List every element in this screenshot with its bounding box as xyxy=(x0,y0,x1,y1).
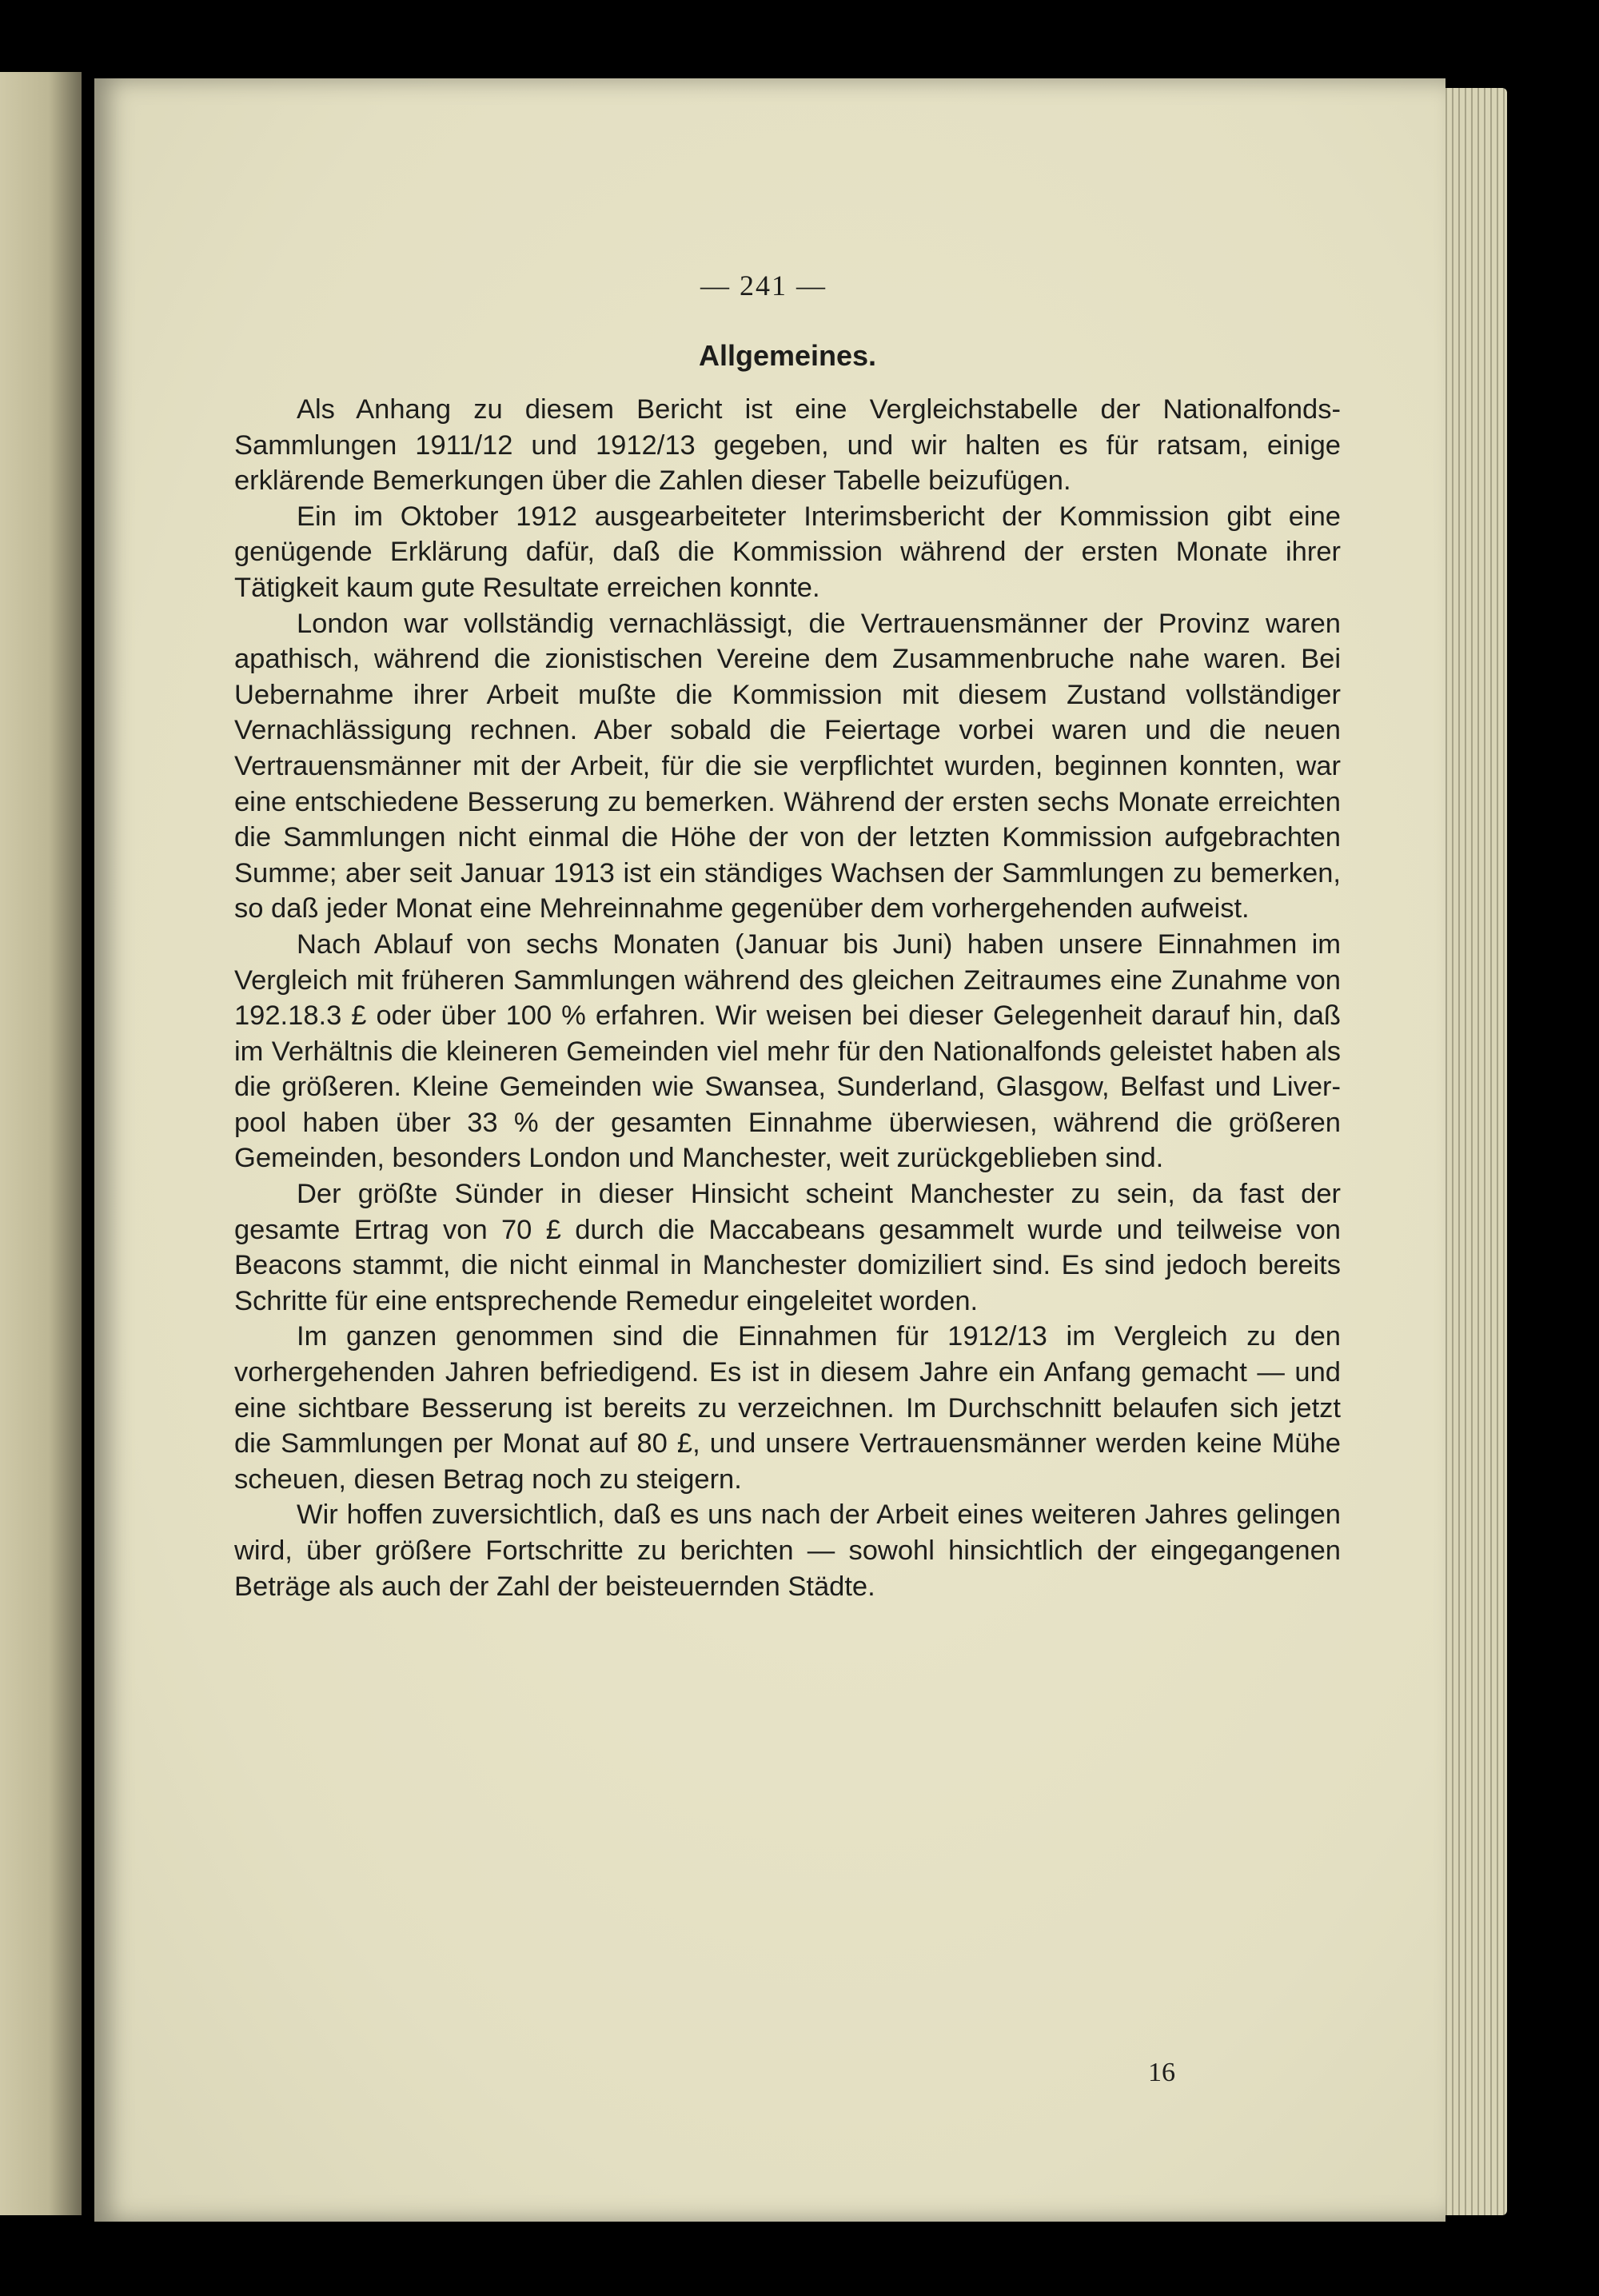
facing-page-edge xyxy=(0,72,82,2215)
paragraph-6: Im ganzen genommen sind die Einnahmen für 1912/13 im Vergleich zu den vorhergehenden Jahren befriedigend. Es ist in diesem Jahre ein Anfang gemacht — und eine sichtbare Besserung ist bereits zu verzeichnen. Im Durchschnitt belaufen sich jetzt die Sammlungen per Monat auf 80 £, und unsere Vertrauensmänner werden keine Mühe scheuen, diesen Betrag noch zu steigern. xyxy=(234,1321,1341,1495)
section-heading: Allgemeines. xyxy=(698,339,877,372)
book-page xyxy=(94,78,1445,2222)
paragraph-7: Wir hoffen zuversichtlich, daß es uns nach der Arbeit eines weiteren Jahres gelingen wird, über größere Fortschritte zu berichten — sowohl hinsichtlich der eingegangenen Beträge als auch der Zahl der beisteuernden Städte. xyxy=(234,1499,1341,1602)
paragraph-3: London war vollständig vernachlässigt, die Vertrauensmänner der Provinz waren apathisch, während die zionistischen Vereine dem Zusammenbruche nahe waren. Bei Uebernahme ihrer Arbeit mußte die Kommission mit diesem Zustand vollständiger Vernachlässigung rechnen. Aber sobald die Feiertage vorbei waren und die neuen Vertrauensmänner mit der Arbeit, für die sie verpflichtet wurden, beginnen konnten, war eine entschiedene Besserung zu bemerken. Während der ersten sechs Monate erreichten die Sammlungen nicht einmal die Höhe der von der letzten Kommission aufgebrachten Summe; aber seit Januar 1913 ist ein ständiges Wachsen der Sammlungen zu bemerken, so daß jeder Monat eine Mehreinnahme gegenüber dem vorhergehenden aufweist. xyxy=(234,608,1341,924)
paragraph-4: Nach Ablauf von sechs Monaten (Januar bis Juni) haben unsere Einnahmen im Vergleich mit früheren Sammlungen während des gleichen Zeitraumes eine Zunahme von 192.18.3 £ oder über 100 % erfahren. Wir weisen bei dieser Gelegenheit darauf hin, daß im Verhältnis die kleineren Gemeinden viel mehr für den Nationalfonds geleistet haben als die größeren. Kleine Gemeinden wie Swansea, Sunderland, Glasgow, Belfast und Liverpool haben über 33 % der gesamten Einnahme überwiesen, während die größeren Gemeinden, besonders London und Manchester, weit zurückgeblieben sind. xyxy=(234,928,1341,1174)
paragraph-1: Als Anhang zu diesem Bericht ist eine Vergleichstabelle der Nationalfonds-Sammlungen 1911/12 und 1912/13 gegeben, und wir halten es für ratsam, einige erklärende Bemerkungen über die Zahlen dieser Tabelle beizufügen. xyxy=(234,394,1341,497)
page-number: — 241 — xyxy=(700,270,827,301)
paragraph-5: Der größte Sünder in dieser Hinsicht scheint Manchester zu sein, da fast der gesamte Ertrag von 70 £ durch die Maccabeans gesammelt wurde und teilweise von Beacons stammt, die nicht einmal in Manchester domiziliert sind. Es sind jedoch bereits Schritte für eine entsprechende Remedur eingeleitet worden. xyxy=(234,1179,1341,1316)
body-text xyxy=(234,392,1341,1604)
paragraph-2: Ein im Oktober 1912 ausgearbeiteter Interimsbericht der Kommission gibt eine genügende Erklärung dafür, daß die Kommission während der ersten Monate ihrer Tätigkeit kaum gute Resultate erreichen konnte. xyxy=(234,501,1341,603)
signature-mark: 16 xyxy=(1148,2058,1175,2087)
